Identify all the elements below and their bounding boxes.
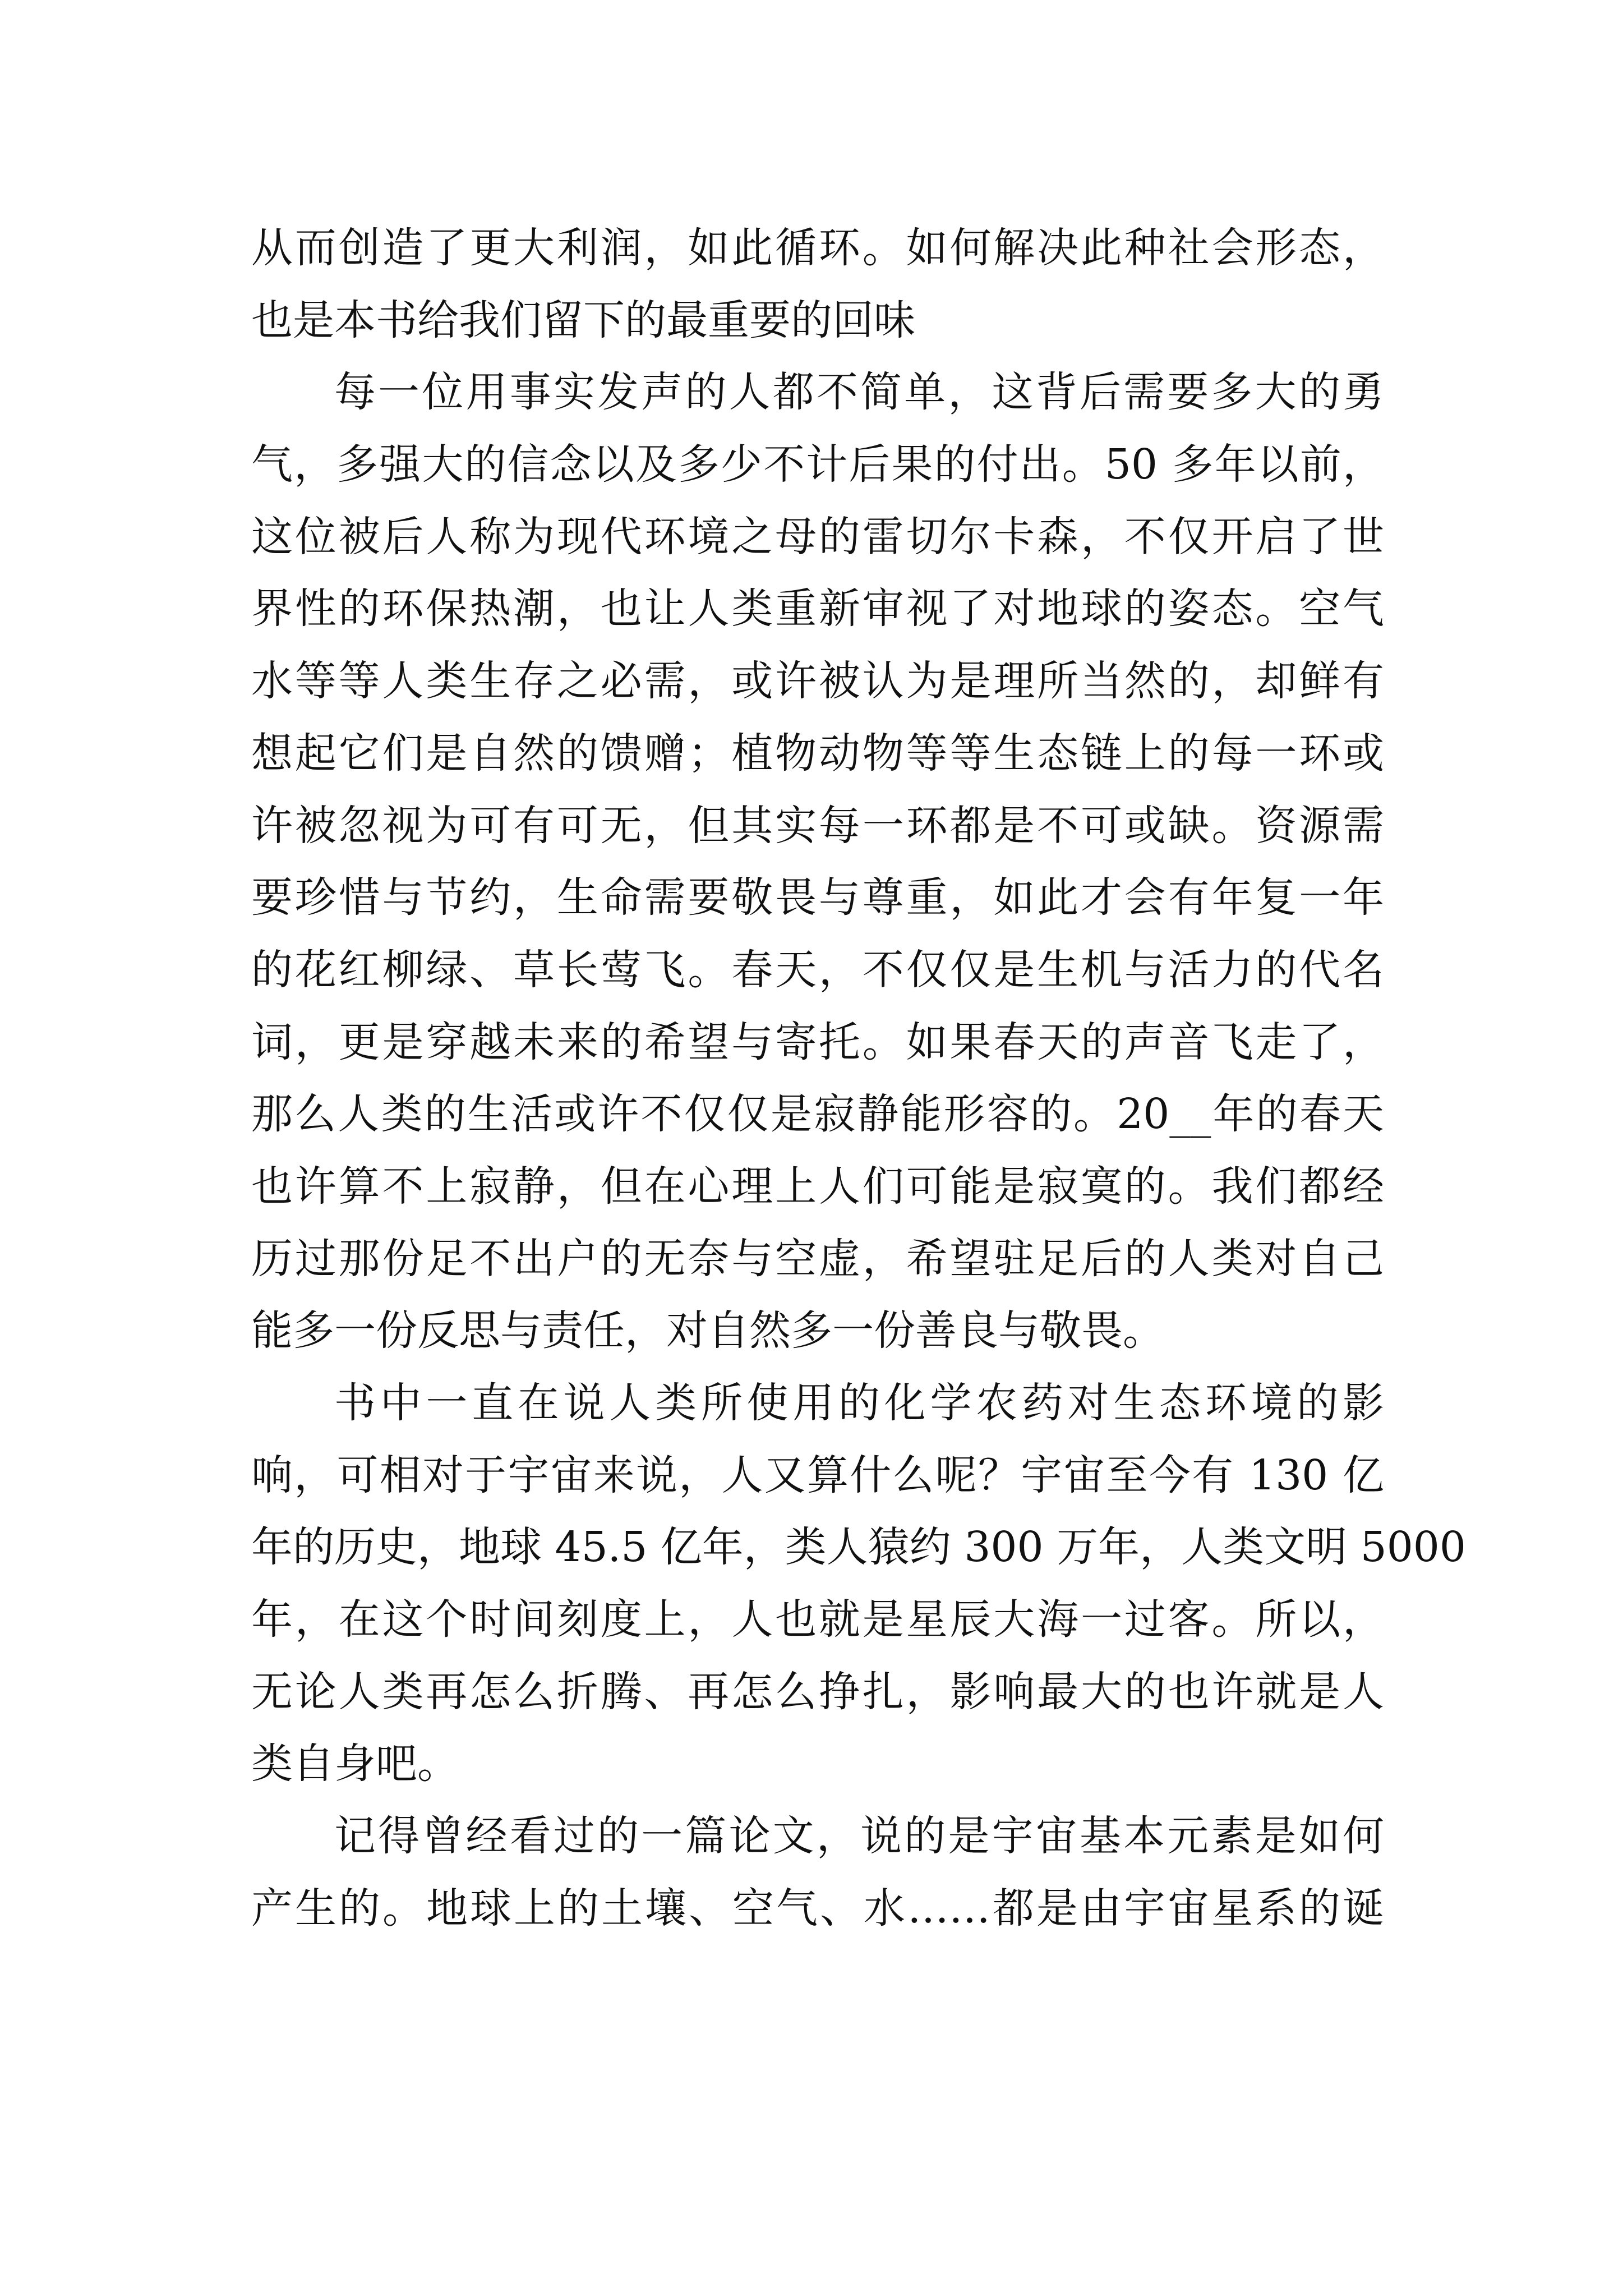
text-line: 能多一份反思与责任，对自然多一份善良与敬畏。 xyxy=(251,1306,1164,1355)
text-line: 这位被后人称为现代环境之母的雷切尔卡森，不仅开启了世 xyxy=(251,512,1384,561)
text-line: 从而创造了更大利润，如此循环。如何解决此种社会形态， xyxy=(251,224,1384,272)
text-line: 要珍惜与节约，生命需要敬畏与尊重，如此才会有年复一年 xyxy=(251,873,1384,922)
text-line: 界性的环保热潮，也让人类重新审视了对地球的姿态。空气 xyxy=(251,585,1384,633)
paragraph xyxy=(251,212,1384,356)
text-line: 无论人类再怎么折腾、再怎么挣扎，影响最大的也许就是人 xyxy=(251,1667,1384,1716)
document-body xyxy=(251,212,1466,1945)
paragraph xyxy=(251,356,1384,1367)
text-line: 也是本书给我们留下的最重要的回味 xyxy=(251,296,915,344)
text-line: 每一位用事实发声的人都不简单，这背后需要多大的勇 xyxy=(334,368,1384,417)
text-line: 年的历史，地球 45.5 亿年，类人猿约 300 万年，人类文明 5000 xyxy=(251,1523,1466,1572)
text-line: 响，可相对于宇宙来说，人又算什么呢？宇宙至今有 130 亿 xyxy=(251,1451,1384,1499)
text-line: 产生的。地球上的土壤、空气、水……都是由宇宙星系的诞 xyxy=(251,1884,1384,1932)
text-line: 水等等人类生存之必需，或许被认为是理所当然的，却鲜有 xyxy=(251,657,1384,706)
text-line: 那么人类的生活或许不仅仅是寂静能形容的。20__年的春天 xyxy=(251,1090,1384,1139)
text-line: 的花红柳绿、草长莺飞。春天，不仅仅是生机与活力的代名 xyxy=(251,945,1384,994)
paragraph xyxy=(251,1800,1384,1944)
text-line: 也许算不上寂静，但在心理上人们可能是寂寞的。我们都经 xyxy=(251,1162,1384,1211)
text-line: 历过那份足不出户的无奈与空虚，希望驻足后的人类对自己 xyxy=(251,1234,1384,1283)
text-line: 类自身吧。 xyxy=(251,1740,459,1788)
text-line: 书中一直在说人类所使用的化学农药对生态环境的影 xyxy=(334,1379,1384,1427)
text-line: 年，在这个时间刻度上，人也就是星辰大海一过客。所以， xyxy=(251,1595,1384,1644)
text-line: 许被忽视为可有可无，但其实每一环都是不可或缺。资源需 xyxy=(251,801,1384,850)
text-line: 想起它们是自然的馈赠；植物动物等等生态链上的每一环或 xyxy=(251,729,1384,777)
text-line: 记得曾经看过的一篇论文，说的是宇宙基本元素是如何 xyxy=(334,1812,1384,1861)
paragraph xyxy=(251,1367,1466,1800)
text-line: 词，更是穿越未来的希望与寄托。如果春天的声音飞走了， xyxy=(251,1018,1384,1066)
text-line: 气，多强大的信念以及多少不计后果的付出。50 多年以前， xyxy=(251,440,1384,489)
